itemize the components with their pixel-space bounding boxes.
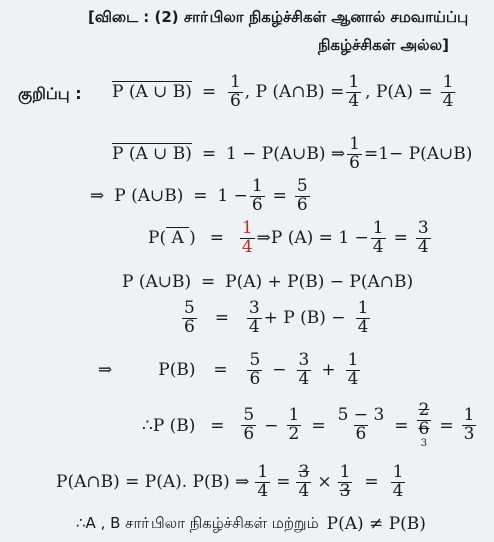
fraction: $\frac{5}{6}$ — [184, 298, 195, 337]
eq-sign: = — [201, 144, 217, 165]
step2-lhs: P (A∪B) — [114, 186, 184, 207]
given-pab-label: , P (A∩B) = — [244, 82, 345, 103]
eq-sign: = — [214, 308, 229, 329]
fraction: $\frac{1}{4}$ — [348, 72, 360, 111]
step6-lhs: P(B) — [158, 360, 196, 381]
step-4 — [122, 272, 413, 292]
step3-mid: ⇒P (A) = 1 − — [256, 228, 369, 249]
answer-line-1: [விடை : (2) சாா்பிலா நிகழ்ச்சிகள் ஆனால் சமவாய்ப்பு — [88, 8, 469, 26]
fraction: $\frac{1}{4}$ — [392, 462, 404, 501]
step-1 — [112, 136, 472, 173]
conclusion-text: ∴A , B சாா்பிலா நிகழ்ச்சிகள் மற்றும் — [76, 514, 319, 532]
step3-lhs: P( A ) — [148, 228, 196, 249]
fraction: $\frac{3}{4}$ — [248, 298, 260, 337]
minus-sign: − — [272, 360, 287, 381]
step4-lhs: P (A∪B) — [122, 272, 192, 292]
plus-sign: + — [321, 360, 336, 381]
eq-sign: = — [209, 228, 224, 249]
fraction: $\frac{1}{6}$ — [251, 176, 263, 215]
given-line — [112, 74, 457, 111]
fraction: $\frac{1}{6}$ — [229, 72, 241, 111]
step5-mid: + P (B) − — [263, 308, 346, 329]
times-sign: × — [317, 472, 332, 493]
fraction: $\frac{1}{3}$ — [339, 462, 351, 501]
eq-sign: = — [394, 415, 409, 436]
step-7 — [142, 402, 478, 449]
fraction: $\frac{1}{3}$ — [463, 405, 475, 445]
step7-lhs: ∴P (B) — [142, 415, 196, 436]
conclusion — [76, 514, 426, 534]
eq-sign: = — [210, 415, 225, 436]
fraction: $\frac{3}{4}$ — [298, 350, 310, 389]
eq-sign: = — [276, 472, 291, 493]
step8-lhs: P(A∩B) = P(A). P(B) ⇒ — [56, 472, 250, 493]
step1-lhs: P (A ∪ B) — [112, 144, 192, 165]
step-6 — [98, 352, 362, 389]
answer-line-2: நிகழ்ச்சிகள் அல்ல] — [318, 36, 449, 54]
eq-sign: = — [364, 472, 379, 493]
fraction: $\frac{1}{4}$ — [257, 462, 269, 501]
given-lhs: P (A ∪ B) — [112, 82, 192, 103]
note-label: குறிப்பு : — [18, 84, 82, 103]
fraction: $\frac{1}{6}$ — [349, 134, 360, 173]
fraction: $\frac{1}{2}$ — [288, 405, 300, 445]
step-3 — [148, 220, 433, 257]
fraction: $\frac{1}{4}$ — [241, 218, 253, 257]
step4-rhs: P(A) + P(B) − P(A∩B) — [225, 272, 414, 292]
fraction: $\frac{1}{4}$ — [442, 72, 454, 111]
eq-sign: = — [439, 415, 454, 436]
eq-sign: = — [311, 415, 326, 436]
eq-sign: = — [272, 186, 287, 207]
implies-arrow: ⇒ — [98, 360, 113, 381]
step1-rhs1: 1 − P(A∪B) ⇒ — [225, 144, 346, 165]
step2-rhs: 1 − — [217, 186, 248, 207]
fraction: $\frac{3}{4}$ — [417, 218, 429, 257]
fraction: $\frac{1}{4}$ — [372, 218, 384, 257]
eq-sign: = — [193, 186, 208, 207]
conclusion-formula: P(A) ≠ P(B) — [326, 514, 426, 534]
eq-sign: = — [201, 272, 216, 292]
minus-sign: − — [264, 415, 279, 436]
eq-sign: = — [201, 82, 217, 103]
eq-sign: = — [393, 228, 408, 249]
step-5 — [180, 300, 372, 337]
fraction: $\frac{3}{4}$ — [298, 462, 310, 501]
implies-arrow: ⇒ — [90, 186, 105, 207]
fraction: $\frac{1}{4}$ — [357, 298, 369, 337]
fraction: $\frac{5 - 3}{6}$ — [337, 405, 385, 445]
fraction: $\frac{5}{6}$ — [243, 405, 255, 445]
step-8 — [56, 464, 407, 501]
step-2 — [90, 178, 312, 215]
fraction: $\frac{1}{4}$ — [347, 350, 359, 389]
step1-rhs2: =1− P(A∪B) — [364, 144, 473, 165]
cancel-subscript: 3 — [420, 437, 428, 449]
eq-sign: = — [213, 360, 228, 381]
given-pa-label: , P(A) = — [365, 82, 433, 103]
fraction: 2 6 3 — [418, 400, 430, 449]
fraction: $\frac{5}{6}$ — [296, 176, 308, 215]
fraction: $\frac{5}{6}$ — [249, 350, 261, 389]
